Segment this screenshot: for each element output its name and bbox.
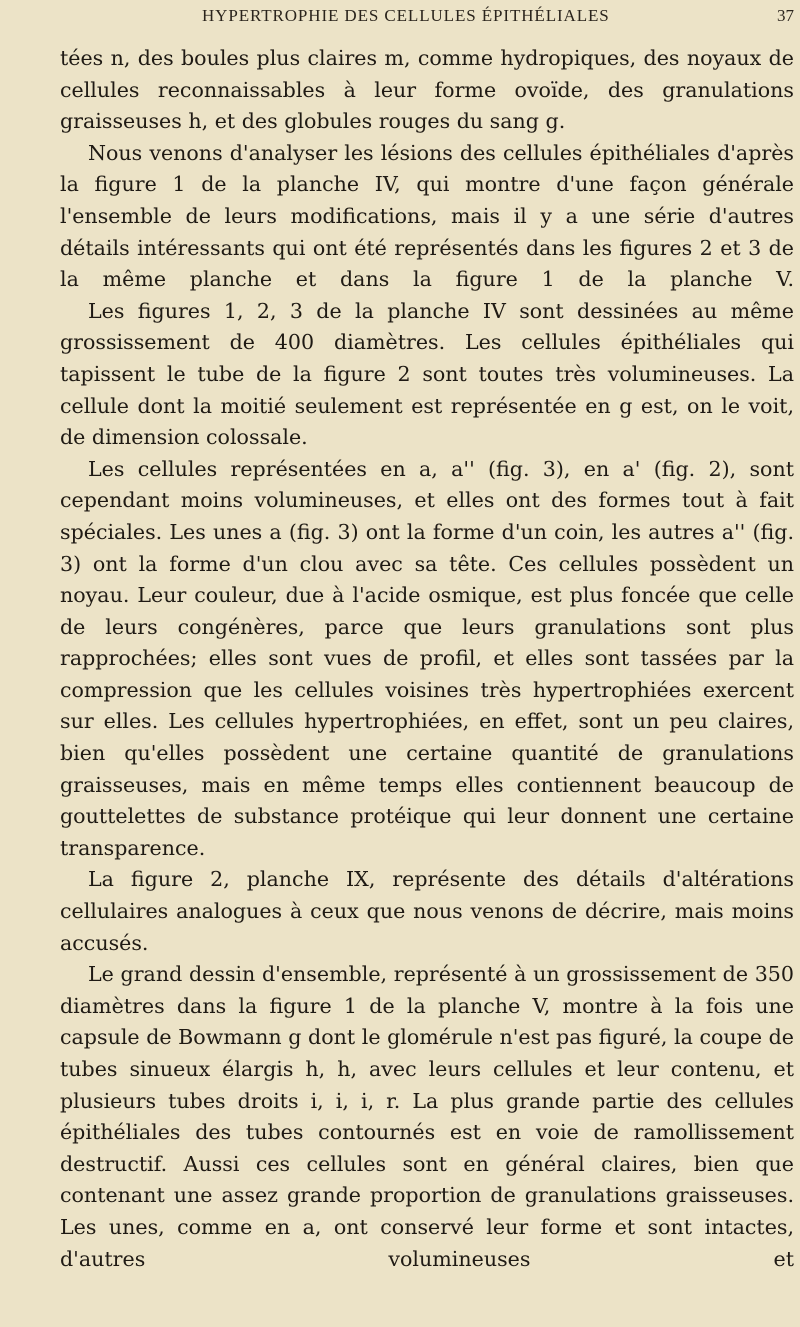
running-head (60, 4, 800, 30)
body-text (60, 43, 794, 1275)
paragraph-2: Nous venons d'analyser les lésions des cellules épithéliales d'après la figure 1 de la planche IV, qui montre d'une façon générale l'ensemble de leurs modifications, mais il y a une série d'autres détails intéressants qui ont été représentés dans les figures 2 et 3 de la même planche et dans la figure 1 de la planche V. (60, 140, 794, 292)
page-number: 37 (777, 6, 794, 25)
paragraph-3: Les figures 1, 2, 3 de la planche IV sont dessinées au même grossissement de 400 diamètres. Les cellules épithéliales qui tapissent le tube de la figure 2 sont toutes très volumineuses. La cellule dont la moitié seulement est représentée en g est, on le voit, de dimension colossale. (60, 298, 794, 450)
paragraph-4: Les cellules représentées en a, a'' (fig. 3), en a' (fig. 2), sont cependant moins volumineuses, et elles ont des formes tout à fait spéciales. Les unes a (fig. 3) ont la forme d'un coin, les autres a'' (fig. 3) ont la forme d'un clou avec sa tête. Ces cellules possèdent un noyau. Leur couleur, due à l'acide osmique, est plus foncée que celle de leurs congénères, parce que leurs granulations sont plus rapprochées; elles sont vues de profil, et elles sont tassées par la compression que les cellules voisines très hypertrophiées exercent sur elles. Les cellules hypertrophiées, en effet, sont un peu claires, bien qu'elles possèdent une certaine quantité de granulations graisseuses, mais en même temps elles contiennent beaucoup de gouttelettes de substance protéique qui leur donnent une certaine transparence. (60, 456, 794, 860)
paragraph-1: tées n, des boules plus claires m, comme hydropiques, des noyaux de cellules reconnaissables à leur forme ovoïde, des granulations graisseuses h, et des globules rouges du sang g. (60, 46, 794, 134)
paragraph-5: La figure 2, planche IX, représente des détails d'altérations cellulaires analogues à ceux que nous venons de décrire, mais moins accusés. (60, 867, 794, 955)
running-title: HYPERTROPHIE DES CELLULES ÉPITHÉLIALES (202, 6, 610, 25)
paragraph-6: Le grand dessin d'ensemble, représenté à un grossissement de 350 diamètres dans la figure 1 de la planche V, montre à la fois une capsule de Bowmann g dont le glomérule n'est pas figuré, la coupe de tubes sinueux élargis h, h, avec leurs cellules et leur contenu, et plusieurs tubes droits i, i, i, r. La plus grande partie des cellules épithéliales des tubes contournés est en voie de ramollissement destructif. Aussi ces cellules sont en général claires, bien que contenant une assez grande proportion de granulations graisseuses. Les unes, comme en a, ont conservé leur forme et sont intactes, d'autres volumineuses et (60, 962, 794, 1271)
